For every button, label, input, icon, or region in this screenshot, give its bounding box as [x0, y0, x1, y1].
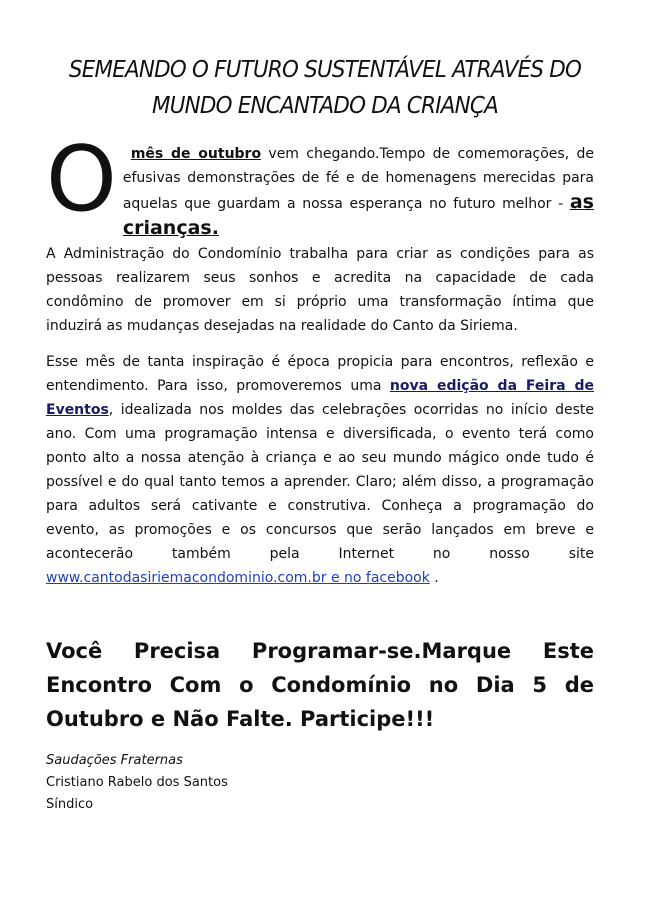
paragraph-administration: A Administração do Condomínio trabalha para criar as condições para as pessoas realizarem seus sonhos e acredita na capacidade de cada condômino de promover em si próprio uma transformação íntima que induzirá as mudanças desejadas na realidade do Canto da Siriema.	[46, 246, 594, 334]
event-text-before: Esse mês de tanta inspiração é época propicia para encontros, reflexão e entendimento. Para isso, promoveremos uma	[46, 354, 594, 394]
intro-end: .	[211, 217, 219, 239]
signature-greeting: Saudações Fraternas	[46, 753, 183, 768]
intro-paragraph	[46, 127, 595, 242]
call-to-action: Você Precisa Programar-se.Marque Este Encontro Com o Condomínio no Dia 5 de Outubro e Não Falte. Participe!!!	[46, 639, 594, 731]
title-line-2: MUNDO ENCANTADO DA CRIANÇA	[151, 93, 499, 119]
intro-emphasis: as crianças	[122, 191, 594, 239]
event-text-after: , idealizada nos moldes das celebrações ocorridas no início deste ano. Com uma programação intensa e diversificada, o evento terá como ponto alto a nossa atenção à criança e ao seu mundo mágico onde tudo é possível e do qual tanto temos a aprender. Claro; além disso, a programação para adultos será cativante e construtiva. Conheça a programação do evento, as promoções e os concursos que serão lançados em breve e acontecerão também pela Internet no nosso site	[46, 402, 594, 562]
paragraph-event	[46, 350, 594, 590]
intro-text: vem chegando.Tempo de comemorações, de efusivas demonstrações de fé e de homenagens merecidas para aquelas que guardam a nossa esperança no futuro melhor -	[122, 146, 595, 212]
article-body	[46, 127, 595, 602]
signature-block	[46, 750, 228, 816]
page-title	[60, 52, 590, 124]
site-url-link[interactable]: www.cantodasiriemacondominio.com.br	[46, 570, 327, 586]
intro-lead: mês de outubro	[130, 146, 262, 162]
event-end: .	[429, 570, 439, 586]
facebook-link[interactable]: e no facebook	[326, 570, 430, 586]
title-line-1: SEMEANDO O FUTURO SUSTENTÁVEL ATRAVÉS DO	[68, 57, 582, 83]
drop-cap: O	[46, 127, 117, 232]
signature-name: Cristiano Rabelo dos Santos	[46, 775, 228, 790]
signature-role: Síndico	[46, 797, 94, 812]
event-fair-link[interactable]: nova edição da Feira de Eventos	[46, 378, 594, 418]
